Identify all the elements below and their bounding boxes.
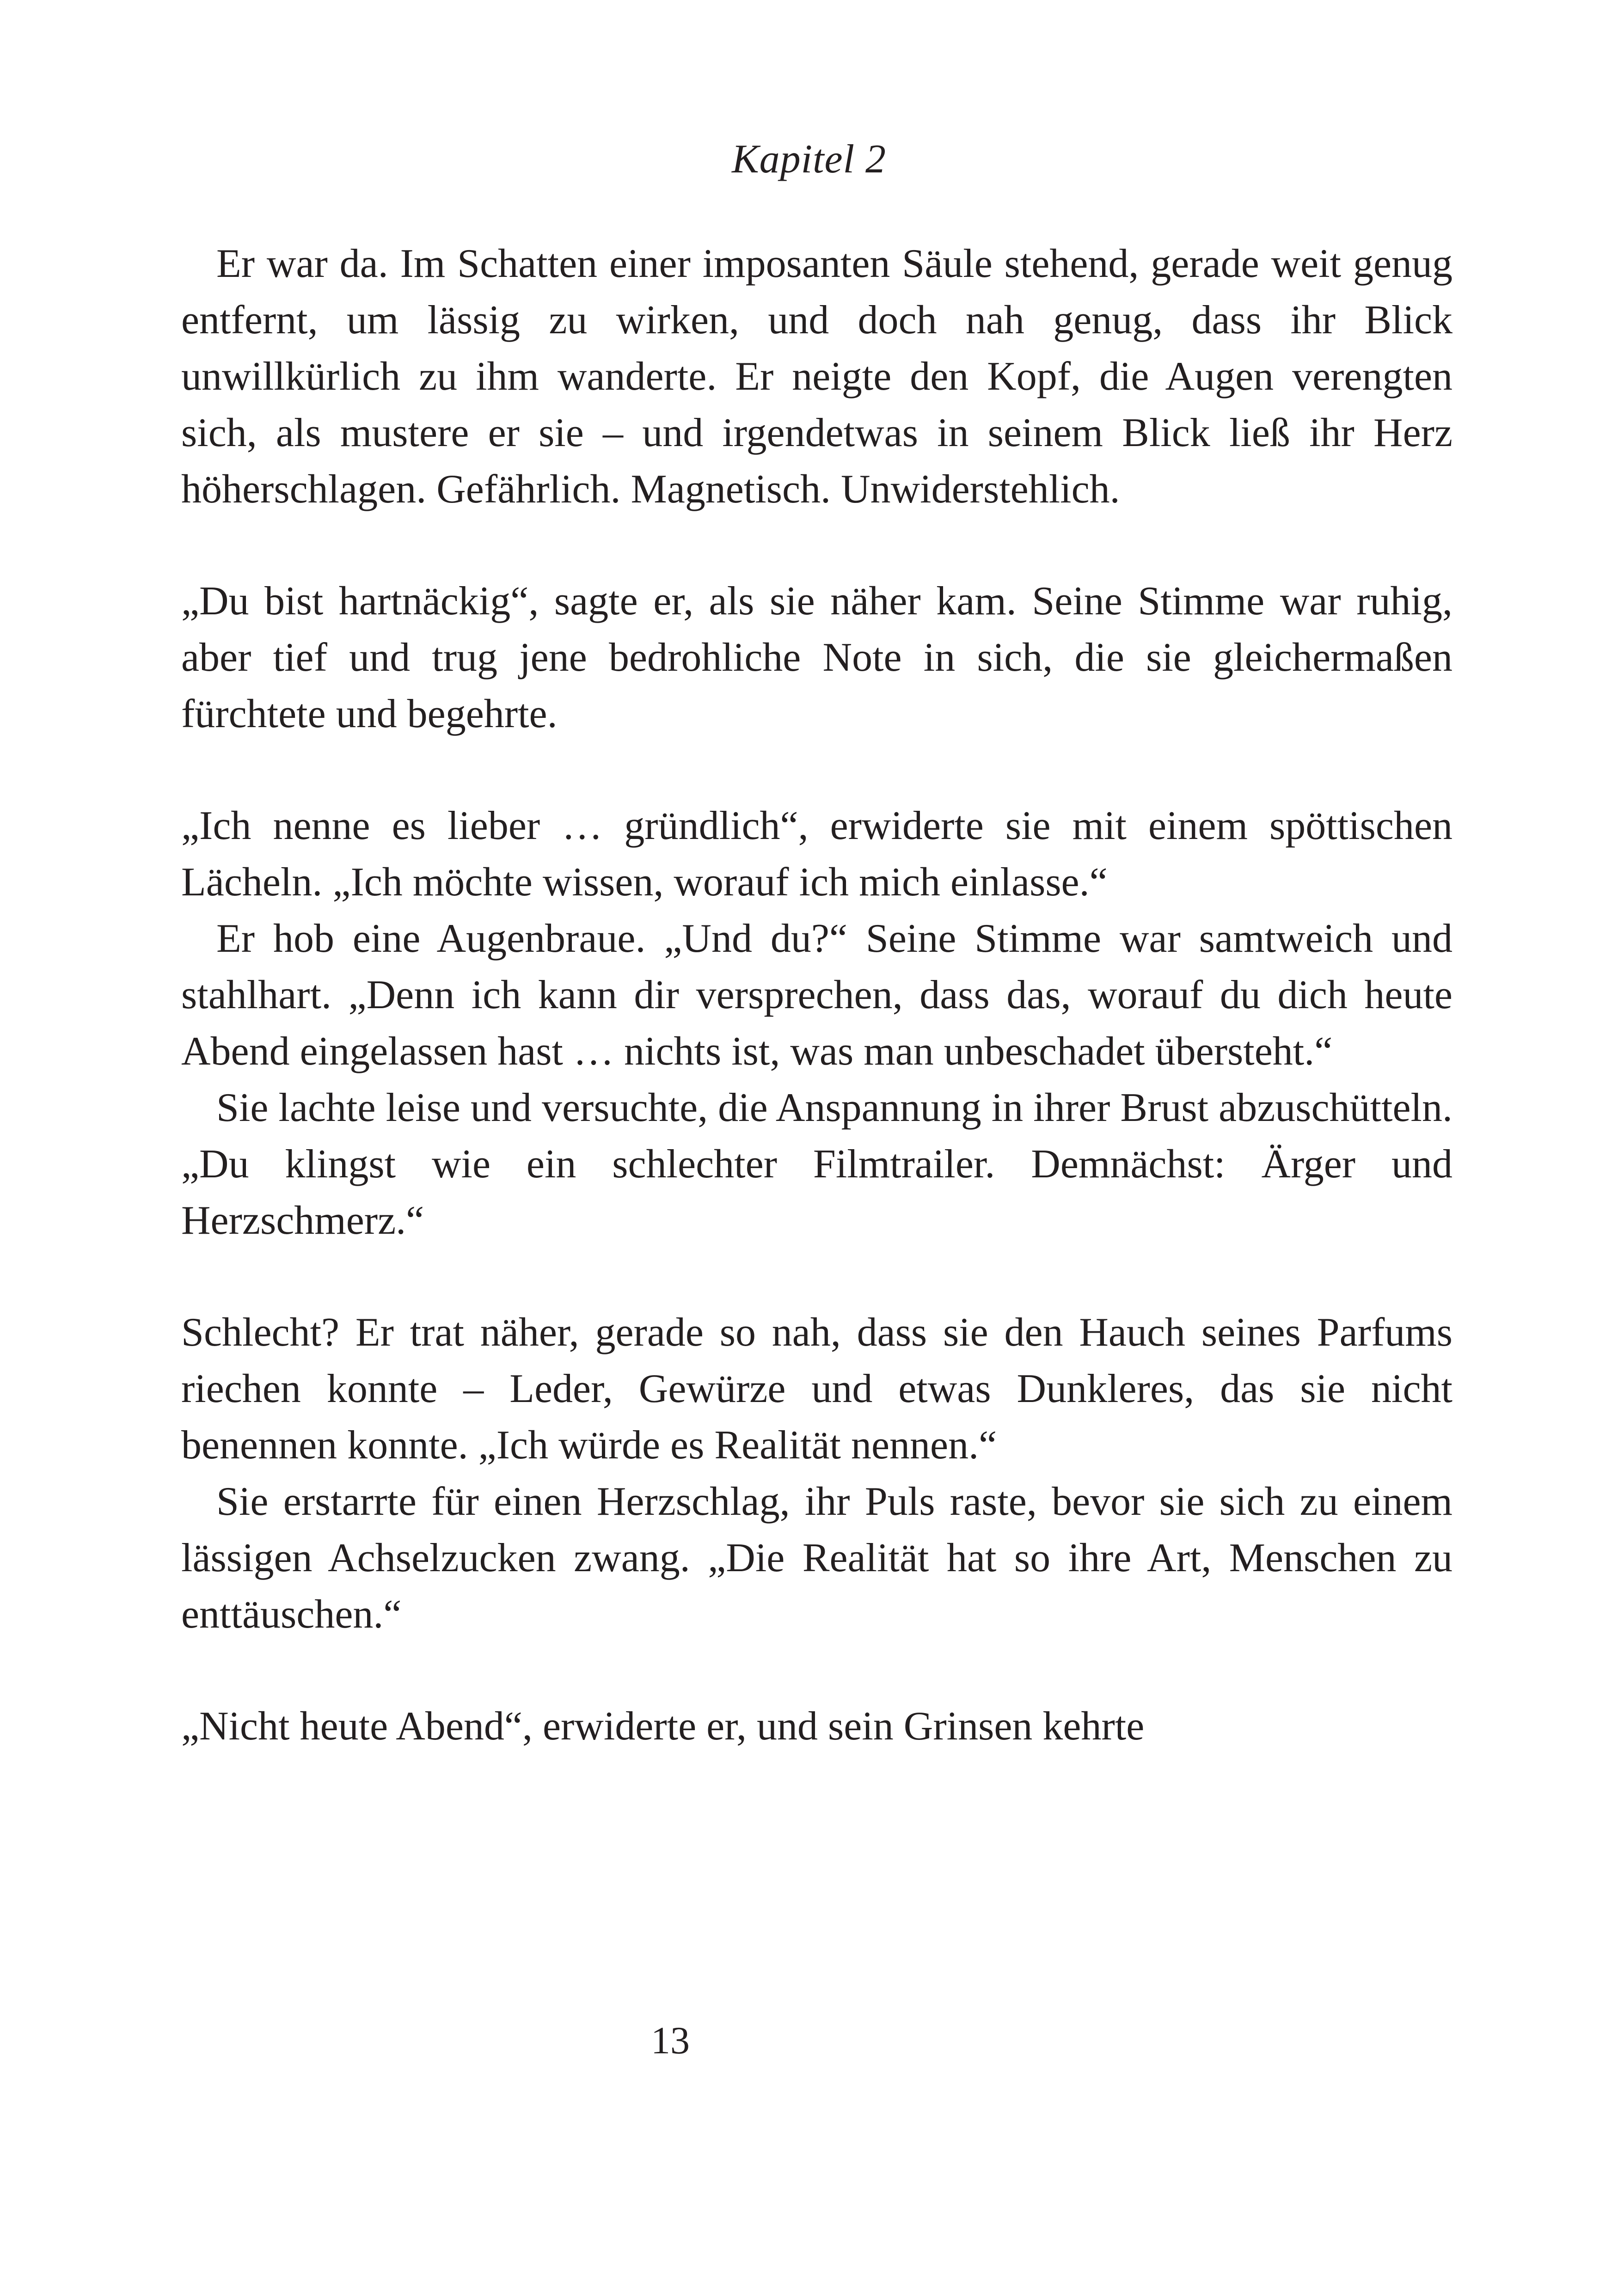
paragraph-2: „Du bist hartnäckig“, sagte er, als sie näher kam. Seine Stimme war ruhig, aber tief und trug jene bedrohliche Note in sich, die sie gleichermaßen fürchtete und begehrte. [181,579,1453,736]
chapter-title: Kapitel 2 [731,137,887,182]
paragraph-1: Er war da. Im Schatten einer imposanten Säule stehend, gerade weit genug entfernt, um lässig zu wirken, und doch nah genug, dass ihr Blick unwillkürlich zu ihm wanderte. Er neigte den Kopf, die Augen verengten sich, als mustere er sie – und irgendetwas in seinem Blick ließ ihr Herz höherschlagen. Gefährlich. Magnetisch. Unwiderstehlich. [181,241,1453,512]
body-text [181,236,1453,1755]
paragraph-3: „Ich nenne es lieber … gründlich“, erwiderte sie mit einem spöttischen Lächeln. „Ich möchte wissen, worauf ich mich einlasse.“ [181,803,1453,905]
paragraph-8: „Nicht heute Abend“, erwiderte er, und sein Grinsen kehrte [181,1704,1145,1749]
paragraph-7: Sie erstarrte für einen Herzschlag, ihr Puls raste, bevor sie sich zu einem lässigen Achselzucken zwang. „Die Realität hat so ihre Art, Menschen zu enttäuschen.“ [181,1479,1453,1637]
paragraph-6: Schlecht? Er trat näher, gerade so nah, dass sie den Hauch seines Parfums riechen konnte – Leder, Gewürze und etwas Dunkleres, das sie nicht benennen konnte. „Ich würde es Realität nennen.“ [181,1310,1453,1468]
page-number: 13 [651,2019,690,2062]
paragraph-5: Sie lachte leise und versuchte, die Anspannung in ihrer Brust abzuschütteln. „Du klingst wie ein schlechter Filmtrailer. Demnächst: Ärger und Herzschmerz.“ [181,1085,1453,1243]
paragraph-4: Er hob eine Augenbraue. „Und du?“ Seine Stimme war samtweich und stahlhart. „Denn ich kann dir versprechen, dass das, worauf du dich heute Abend eingelassen hast … nichts ist, was man unbeschadet übersteht.“ [181,916,1453,1074]
